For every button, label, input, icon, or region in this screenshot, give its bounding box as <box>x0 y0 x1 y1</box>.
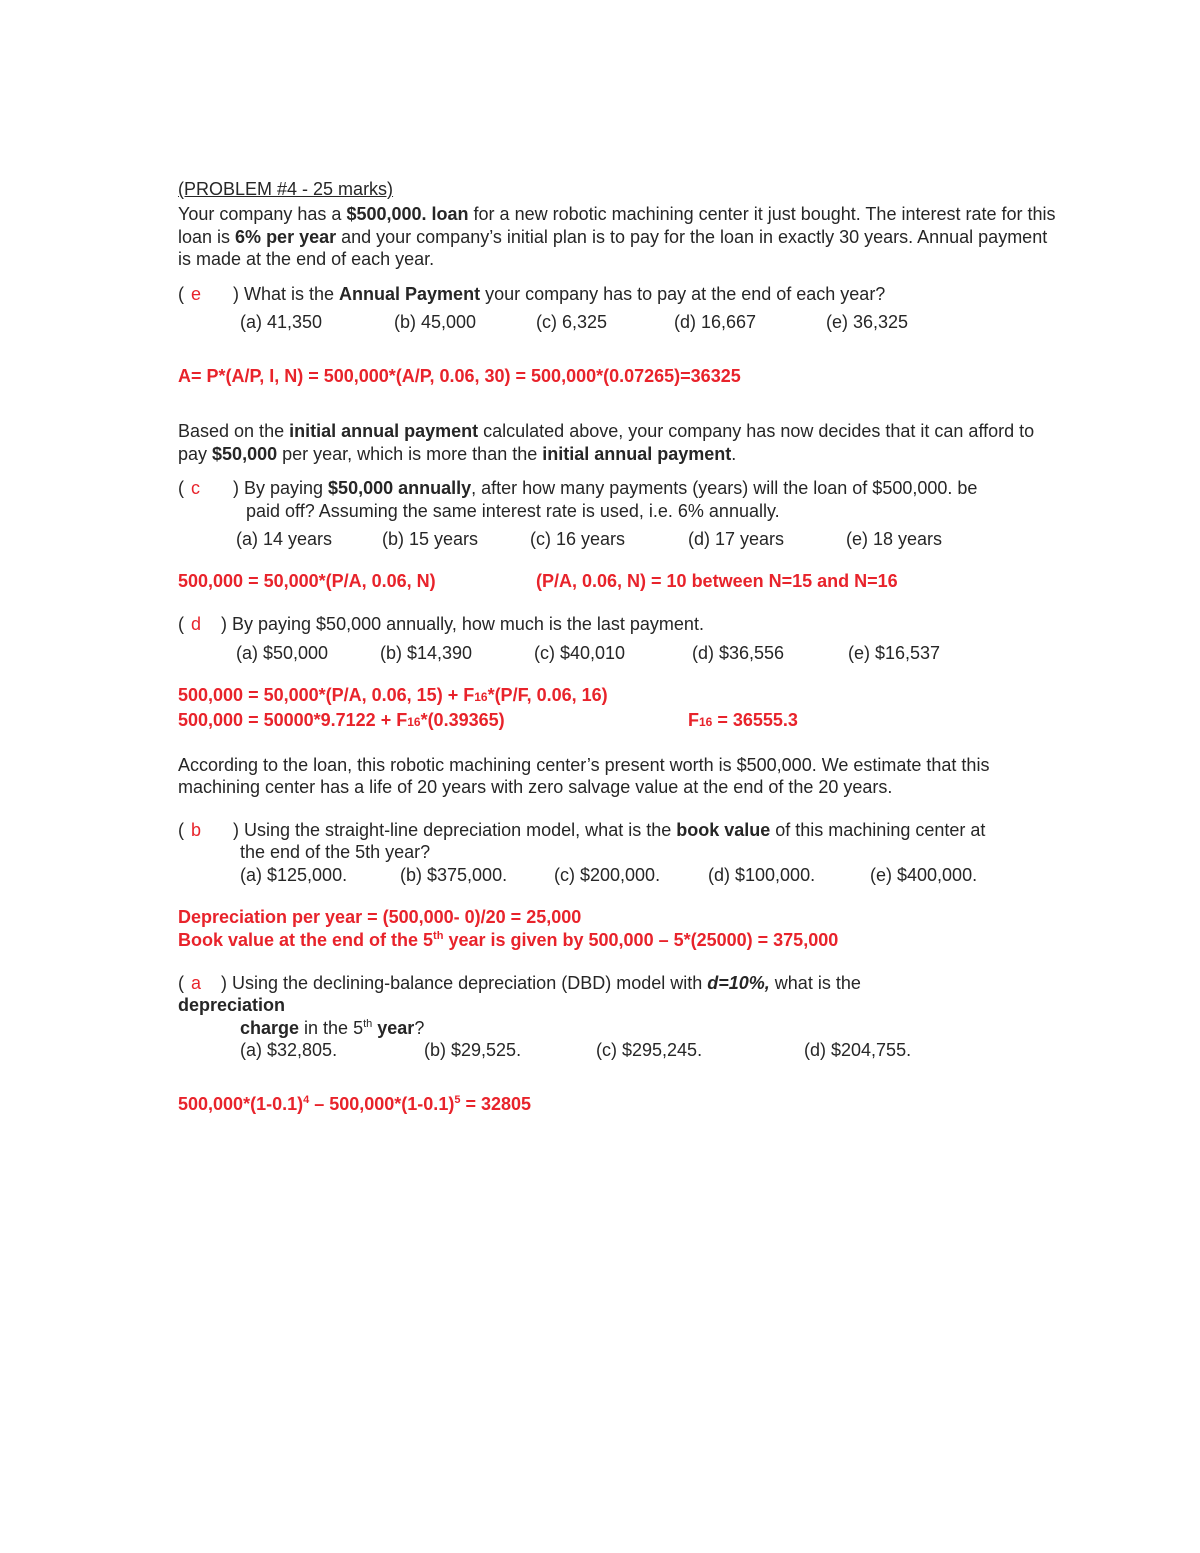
answer-q2: c <box>191 478 200 498</box>
question-3: ( d ) By paying $50,000 annually, how much is the last payment. <box>178 614 704 634</box>
q1-bold: Annual Payment <box>339 283 481 304</box>
q5-sol-sup1: 4 <box>303 1094 310 1106</box>
q3-option-c: (c) $40,010 <box>534 642 626 663</box>
q2-solution-a: 500,000 = 50,000*(P/A, 0.06, N) <box>178 571 436 591</box>
q5-bold-depreciation: depreciation <box>178 995 286 1015</box>
intro-bold-rate: 6% per year <box>235 226 337 247</box>
answer-q3: d <box>191 614 202 634</box>
q3-sol1-b: *(P/F, 0.06, 16) <box>487 684 608 705</box>
q2-option-b: (b) 15 years <box>382 529 479 549</box>
q1-option-c: (c) 6,325 <box>536 312 608 332</box>
intro-text: and your company’s initial plan is to pay for the loan in exactly 30 years. Annual payment is made at the end of each year. <box>178 226 1048 269</box>
q3-sol1-a: 500,000 = 50,000*(P/A, 0.06, 15) + F <box>178 684 475 705</box>
q2-solution-b: (P/A, 0.06, N) = 10 between N=15 and N=16 <box>536 571 898 591</box>
mid-bold: $50,000 <box>212 443 278 464</box>
q5-sup: th <box>363 1017 373 1030</box>
q2-options <box>178 528 1058 550</box>
q5-text: ? <box>414 1017 425 1038</box>
q3-sol2-d: = 36555.3 <box>712 709 798 730</box>
q5-option-c: (c) $295,245. <box>596 1040 703 1060</box>
q1-option-e: (e) 36,325 <box>826 312 909 332</box>
q4-option-c: (c) $200,000. <box>554 864 661 885</box>
worth-paragraph: According to the loan, this robotic machining center’s present worth is $500,000. We estimate that this machining center has a life of 20 years with zero salvage value at the end of the 20 years. <box>178 754 990 797</box>
mid-text: . <box>731 443 737 464</box>
problem-title: (PROBLEM #4 - 25 marks) <box>178 179 394 199</box>
q3-sol2-b: *(0.39365) <box>420 709 505 730</box>
intro-bold-loan: $500,000. loan <box>346 204 469 224</box>
q4-solution-line2 <box>178 929 1058 952</box>
intro-text: Your company has a <box>178 204 347 224</box>
q1-option-a: (a) 41,350 <box>240 312 323 332</box>
q3-sol1-sub: 16 <box>474 689 488 704</box>
mid-text: per year, which is more than the <box>277 443 543 464</box>
q3-sol2-sub: 16 <box>407 714 421 729</box>
q2-line2: paid off? Assuming the same interest rate is used, i.e. 6% annually. <box>246 500 780 521</box>
question-1: ( e ) What is the Annual Payment your company has to pay at the end of each year? <box>178 283 886 304</box>
q4-text: of this machining center at <box>770 819 986 840</box>
q5-option-d: (d) $204,755. <box>804 1040 912 1060</box>
q3-options <box>178 642 1058 664</box>
question-2: ( c ) By paying $50,000 annually, after how many payments (years) will the loan of $500,000. be <box>178 478 978 498</box>
q5-text: in the 5 <box>299 1017 364 1038</box>
q5-line3 <box>178 1017 1058 1040</box>
q4-sol2-b: year is given by 500,000 – 5*(25000) = 375,000 <box>443 929 839 950</box>
q4-sol2-a: Book value at the end of the 5 <box>178 929 434 950</box>
intro-paragraph <box>178 203 1058 271</box>
q5-sol-sup2: 5 <box>454 1094 461 1106</box>
q1-text: your company has to pay at the end of each year? <box>480 283 886 304</box>
mid-bold: initial annual payment <box>542 443 732 464</box>
q1-options <box>178 311 1058 333</box>
q5-sol-a: 500,000*(1-0.1) <box>178 1094 304 1114</box>
q4-sol2-sup: th <box>433 929 444 942</box>
q1-solution: A= P*(A/P, I, N) = 500,000*(A/P, 0.06, 30) = 500,000*(0.07265)=36325 <box>178 366 741 386</box>
q4-line2: the end of the 5th year? <box>240 842 431 862</box>
q3-solution-line1 <box>178 684 1058 709</box>
q2-solution <box>178 570 1058 593</box>
q3-sol2-c: F <box>688 709 699 730</box>
q3-option-a: (a) $50,000 <box>236 642 329 663</box>
q5-bold-italic: d=10%, <box>707 972 770 993</box>
q2-text: , after how many payments (years) will the loan of $500,000. be <box>471 478 978 498</box>
q4-text: ) Using the straight-line depreciation model, what is the <box>233 819 677 840</box>
q5-sol-b: – 500,000*(1-0.1) <box>309 1094 455 1114</box>
q3-option-e: (e) $16,537 <box>848 642 941 663</box>
q5-text: what is the <box>769 972 861 993</box>
q2-bold: $50,000 annually <box>328 478 472 498</box>
q5-option-a: (a) $32,805. <box>240 1040 338 1060</box>
q4-option-b: (b) $375,000. <box>400 864 508 885</box>
q5-text: ) Using the declining-balance depreciation (DBD) model with <box>221 972 708 993</box>
q4-option-d: (d) $100,000. <box>708 864 816 885</box>
q1-option-b: (b) 45,000 <box>394 312 477 332</box>
q4-bold: book value <box>676 819 771 840</box>
q2-option-d: (d) 17 years <box>688 529 785 549</box>
q5-option-b: (b) $29,525. <box>424 1040 522 1060</box>
question-5: ( a ) Using the declining-balance depreciation (DBD) model with d=10%, what is the <box>178 972 861 993</box>
q3-text: ) By paying $50,000 annually, how much is the last payment. <box>221 614 704 634</box>
q5-bold-charge: charge <box>240 1017 300 1038</box>
q5-line2 <box>178 994 1058 1017</box>
q5-solution <box>178 1093 1058 1116</box>
mid-bold: initial annual payment <box>289 421 479 441</box>
q4-option-a: (a) $125,000. <box>240 864 348 885</box>
mid-text: Based on the <box>178 421 290 441</box>
q3-sol2-a: 500,000 = 50000*9.7122 + F <box>178 709 408 730</box>
answer-q4: b <box>191 819 202 840</box>
answer-q5: a <box>191 972 202 993</box>
problem-page <box>178 178 1058 1116</box>
q5-options <box>178 1039 1058 1061</box>
intro-text: for a new robotic machining center it just bought. The interest rate for this loan is <box>178 204 1056 247</box>
q3-option-d: (d) $36,556 <box>692 642 785 663</box>
mid-paragraph <box>178 420 1058 465</box>
q3-option-b: (b) $14,390 <box>380 642 473 663</box>
question-4: ( b ) Using the straight-line depreciation model, what is the book value of this machining center at <box>178 819 986 840</box>
q1-option-d: (d) 16,667 <box>674 312 757 332</box>
q2-option-e: (e) 18 years <box>846 529 943 549</box>
q3-sol2-csub: 16 <box>699 714 713 729</box>
q4-solution-line1: Depreciation per year = (500,000- 0)/20 = 25,000 <box>178 906 582 927</box>
q5-sol-c: = 32805 <box>460 1094 532 1114</box>
q5-bold-year: year <box>372 1017 415 1038</box>
q4-options <box>178 864 1058 886</box>
mid-text: calculated above, your company has now decides that it can afford to pay <box>178 421 1035 464</box>
q2-option-c: (c) 16 years <box>530 529 626 549</box>
q2-option-a: (a) 14 years <box>236 529 333 549</box>
q1-text: ) What is the <box>233 283 340 304</box>
q2-text: ) By paying <box>233 478 329 498</box>
q3-solution-line2 <box>178 709 1058 734</box>
q4-option-e: (e) $400,000. <box>870 864 978 885</box>
answer-q1: e <box>191 283 202 304</box>
